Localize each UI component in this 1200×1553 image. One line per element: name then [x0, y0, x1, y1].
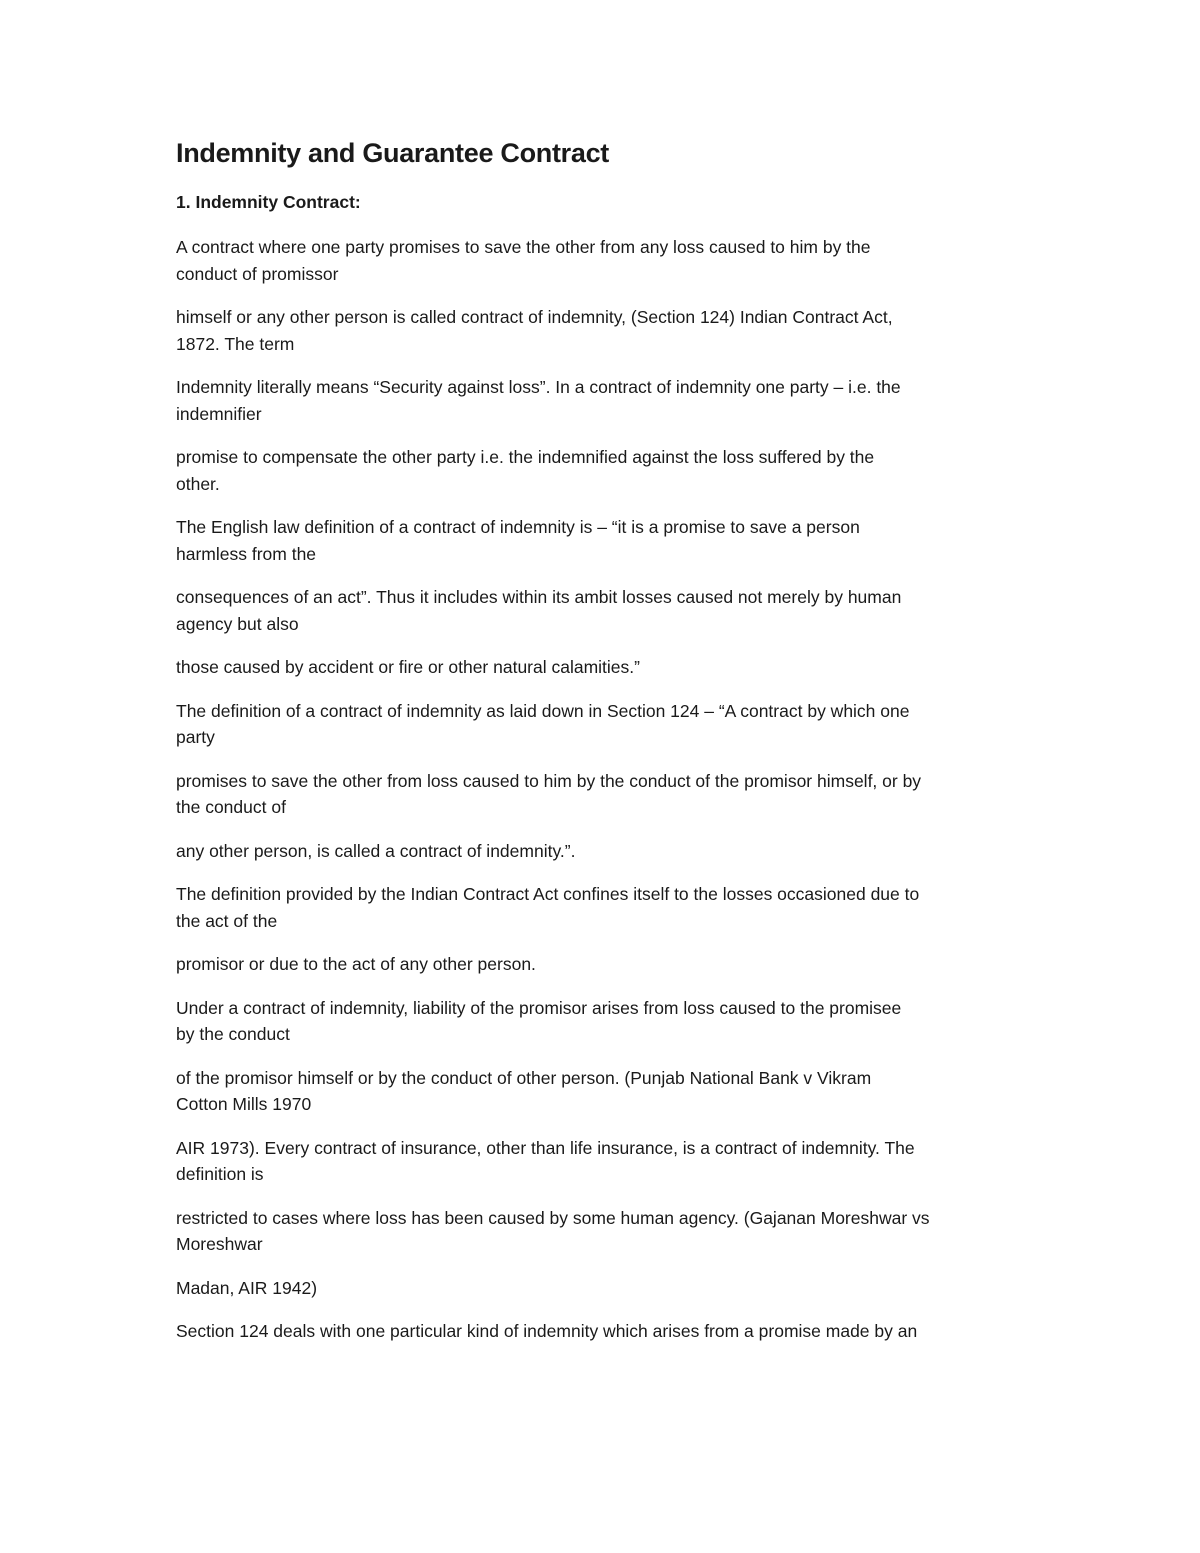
section-heading: 1. Indemnity Contract:	[176, 192, 361, 212]
paragraph-line: Section 124 deals with one particular kind of indemnity which arises from a promise made by an	[176, 1321, 918, 1341]
paragraph-line: party	[176, 727, 215, 747]
paragraph-line: indemnifier	[176, 403, 262, 424]
paragraph-line: conduct of promissor	[176, 263, 339, 284]
paragraph	[176, 374, 1036, 427]
paragraph-line: definition is	[176, 1164, 264, 1184]
paragraph	[176, 514, 1036, 567]
paragraph-line: himself or any other person is called contract of indemnity, (Section 124) Indian Contract Act,	[176, 307, 893, 327]
document-title: Indemnity and Guarantee Contract	[176, 138, 609, 168]
paragraph	[176, 1135, 1036, 1188]
paragraph-line: Under a contract of indemnity, liability of the promisor arises from loss caused to the promisee	[176, 997, 902, 1018]
paragraph-line: promise to compensate the other party i.e. the indemnified against the loss suffered by the	[176, 447, 875, 467]
paragraph	[176, 1065, 1036, 1118]
paragraph-line: restricted to cases where loss has been caused by some human agency. (Gajanan Moreshwar vs	[176, 1207, 930, 1228]
paragraph-line: of the promisor himself or by the conduct of other person. (Punjab National Bank v Vikram	[176, 1067, 872, 1088]
paragraph-line: consequences of an act”. Thus it includes within its ambit losses caused not merely by human	[176, 587, 902, 607]
paragraph	[176, 584, 1036, 637]
paragraph	[176, 881, 1036, 934]
paragraph	[176, 654, 1036, 681]
paragraph-line: The definition of a contract of indemnity as laid down in Section 124 – “A contract by which one	[176, 700, 910, 721]
paragraph	[176, 951, 1036, 978]
paragraph-line: the conduct of	[176, 797, 286, 817]
paragraph-line: other.	[176, 473, 220, 494]
paragraph	[176, 768, 1036, 821]
paragraph-line: 1872. The term	[176, 333, 295, 354]
paragraph-line: those caused by accident or fire or other natural calamities.”	[176, 657, 640, 677]
paragraph	[176, 1275, 1036, 1302]
paragraph	[176, 1318, 1036, 1345]
paragraph-line: Moreshwar	[176, 1234, 263, 1254]
paragraph-line: A contract where one party promises to save the other from any loss caused to him by the	[176, 237, 871, 257]
paragraph-line: The English law definition of a contract of indemnity is – “it is a promise to save a person	[176, 517, 860, 537]
paragraph	[176, 698, 1036, 751]
paragraph-line: AIR 1973). Every contract of insurance, other than life insurance, is a contract of indemnity. The	[176, 1137, 915, 1158]
paragraph-line: Cotton Mills 1970	[176, 1094, 312, 1114]
paragraph-line: promisor or due to the act of any other person.	[176, 954, 536, 974]
paragraph-line: any other person, is called a contract of indemnity.”.	[176, 840, 576, 861]
paragraph	[176, 995, 1036, 1048]
paragraph-line: harmless from the	[176, 543, 317, 564]
paragraph-line: agency but also	[176, 613, 299, 634]
paragraph-line: Indemnity literally means “Security against loss”. In a contract of indemnity one party – i.e. the	[176, 377, 901, 397]
paragraph	[176, 444, 1036, 497]
paragraph-list	[176, 234, 1036, 1345]
paragraph	[176, 1205, 1036, 1258]
paragraph-line: the act of the	[176, 910, 278, 931]
paragraph	[176, 304, 1036, 357]
paragraph-line: The definition provided by the Indian Contract Act confines itself to the losses occasioned due to	[176, 884, 920, 904]
paragraph	[176, 838, 1036, 865]
paragraph-line: Madan, AIR 1942)	[176, 1277, 318, 1298]
document-body	[176, 133, 1036, 1345]
paragraph-line: promises to save the other from loss caused to him by the conduct of the promisor himself, or by	[176, 770, 922, 791]
paragraph	[176, 234, 1036, 287]
paragraph-line: by the conduct	[176, 1024, 290, 1044]
